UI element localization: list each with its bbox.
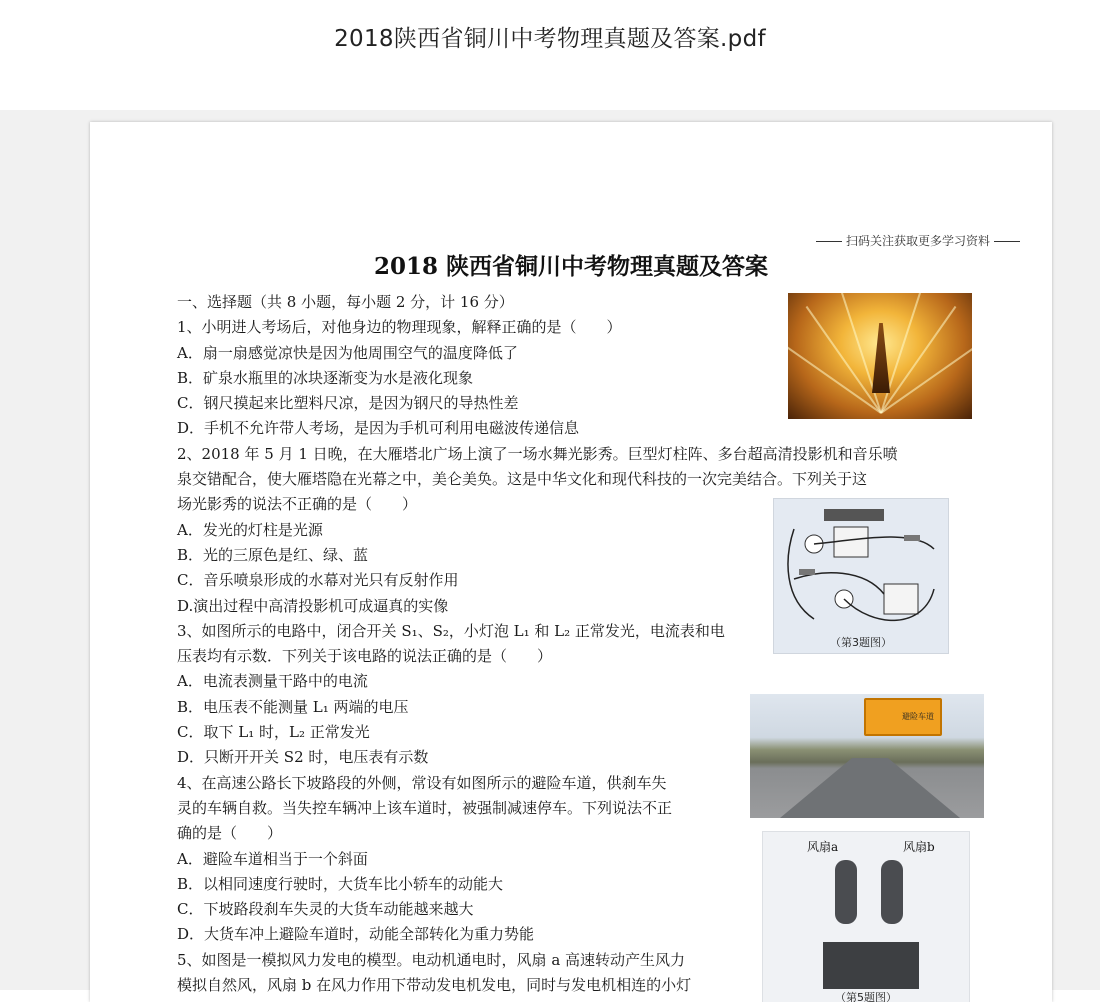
figure-caption: （第3题图） (830, 636, 892, 649)
promo-text: 扫码关注获取更多学习资料 (845, 234, 990, 248)
text-line: 一、选择题（共 8 小题，每小题 2 分，计 16 分） (177, 293, 514, 311)
text-line: D．大货车冲上避险车道时，动能全部转化为重力势能 (177, 925, 535, 944)
fan-b-label: 风扇b (903, 840, 935, 854)
text-line: 灵的车辆自救。当失控车辆冲上该车道时，被强制减速停车。下列说法不正 (177, 798, 673, 817)
fan-b (881, 860, 903, 924)
text-line: 压表均有示数．下列关于该电路的说法正确的是（ ） (177, 647, 553, 666)
text-line: 3、如图所示的电路中，闭合开关 S₁、S₂，小灯泡 L₁ 和 L₂ 正常发光，电流表和电 (177, 621, 725, 640)
escape-ramp-photo (750, 694, 984, 818)
fan-a-label: 风扇a (807, 840, 839, 854)
text-line: C．下坡路段刹车失灵的大货车动能越来越大 (177, 900, 474, 919)
text-line: A．电流表测量干路中的电流 (177, 672, 368, 691)
text-line: 场光影秀的说法不正确的是（ ） (177, 495, 418, 514)
text-line: 模拟自然风，风扇 b 在风力作用下带动发电机发电，同时与发电机相连的小灯 (177, 976, 692, 995)
text-line: D．手机不允许带人考场，是因为手机可利用电磁波传递信息 (177, 419, 580, 438)
text-line: D．只断开开关 S2 时，电压表有示数 (177, 748, 429, 767)
wind-power-model-figure (762, 831, 970, 1002)
promo-banner (812, 232, 1024, 249)
text-line: A．避险车道相当于一个斜面 (177, 849, 368, 868)
road-sign (864, 698, 942, 736)
text-line: B．矿泉水瓶里的冰块逐渐变为水是液化现象 (177, 368, 474, 387)
exam-title: 2018 陕西省铜川中考物理真题及答案 (373, 253, 769, 280)
text-line: A．扇一扇感觉凉快是因为他周围空气的温度降低了 (177, 343, 518, 362)
circuit-diagram (774, 499, 948, 639)
text-line: C．音乐喷泉形成的水幕对光只有反射作用 (177, 571, 459, 590)
text-line: 5、如图是一模拟风力发电的模型。电动机通电时，风扇 a 高速转动产生风力 (177, 950, 686, 969)
figure-caption: （第5题图） (763, 989, 969, 1002)
text-line: B．以相同速度行驶时，大货车比小轿车的动能大 (177, 874, 504, 893)
text-line: 泉交错配合，使大雁塔隐在光幕之中，美仑美奂。这是中华文化和现代科技的一次完美结合。下列关于这 (177, 470, 868, 489)
model-base (823, 942, 919, 992)
viewer-header (0, 0, 1100, 110)
text-line: 4、在高速公路长下坡路段的外侧，常设有如图所示的避险车道，供刹车失 (177, 773, 667, 792)
pagoda-silhouette (872, 323, 890, 393)
text-line: D.演出过程中高清投影机可成逼真的实像 (177, 596, 449, 615)
text-line: C．钢尺摸起来比塑料尺凉，是因为钢尺的导热性差 (177, 394, 519, 413)
text-line: 确的是（ ） (177, 824, 283, 843)
text-line: C．取下 L₁ 时，L₂ 正常发光 (177, 723, 370, 742)
fan-a (835, 860, 857, 924)
road-sign-text: 避险车道 (902, 712, 934, 721)
pdf-page (90, 122, 1052, 1002)
light-show-photo (788, 293, 972, 419)
text-line: B．光的三原色是红、绿、蓝 (177, 545, 369, 564)
text-line: 1、小明进人考场后，对他身边的物理现象，解释正确的是（ ） (177, 318, 622, 337)
text-line: 2、2018 年 5 月 1 日晚，在大雁塔北广场上演了一场水舞光影秀。巨型灯柱阵、多台超高清投影机和音乐喷 (177, 444, 898, 463)
text-line: A．发光的灯柱是光源 (177, 520, 323, 539)
text-line: B．电压表不能测量 L₁ 两端的电压 (177, 697, 409, 716)
circuit-figure (773, 498, 949, 654)
document-title: 2018陕西省铜川中考物理真题及答案.pdf (334, 26, 766, 52)
road-surface (780, 758, 960, 818)
